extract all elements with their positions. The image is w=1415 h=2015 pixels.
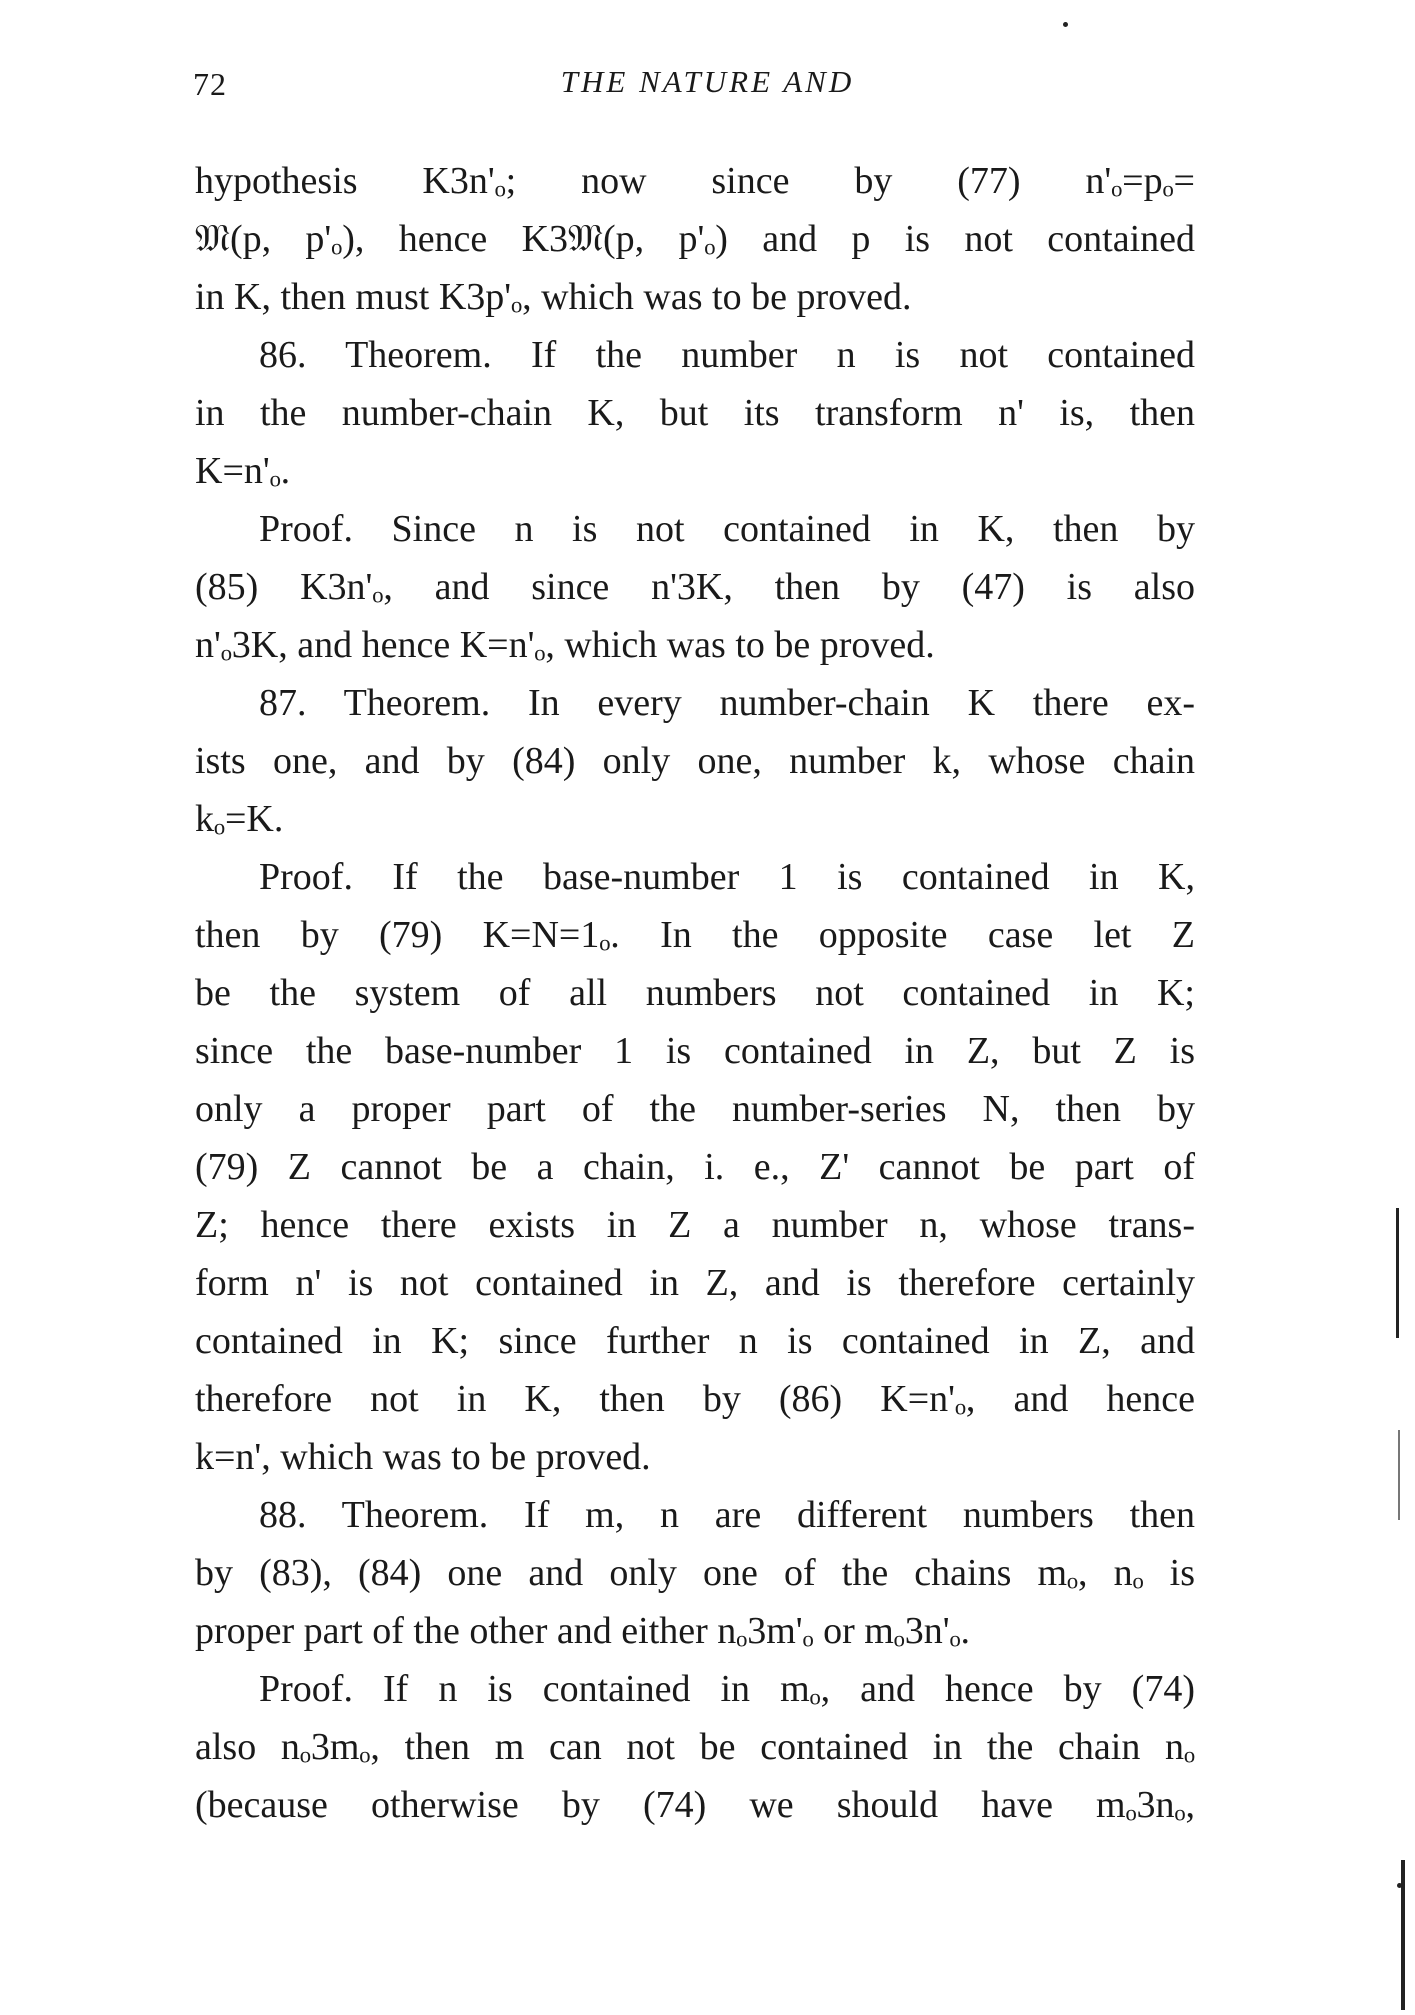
text-line: (79) Z cannot be a chain, i. e., Z' cannot be part of [195, 1146, 1195, 1188]
text-line: by (83), (84) one and only one of the chains mₒ, nₒ is [195, 1552, 1195, 1594]
text-line: n'ₒ3K, and hence K=n'ₒ, which was to be proved. [195, 624, 935, 666]
text-line: only a proper part of the number-series N, then by [195, 1088, 1195, 1130]
text-line: Proof. If the base-number 1 is contained in K, [259, 856, 1195, 898]
text-line: ists one, and by (84) only one, number k, whose chain [195, 740, 1195, 782]
scan-mark [1397, 1883, 1402, 1888]
text-line: Z; hence there exists in Z a number n, whose trans- [195, 1204, 1195, 1246]
text-line: since the base-number 1 is contained in Z, but Z is [195, 1030, 1195, 1072]
text-line: 86. Theorem. If the number n is not contained [259, 334, 1195, 376]
text-line: 88. Theorem. If m, n are different numbers then [259, 1494, 1195, 1536]
scan-mark [1396, 1208, 1399, 1338]
text-line: hypothesis K3n'ₒ; now since by (77) n'ₒ=pₒ= [195, 160, 1195, 202]
text-line: kₒ=K. [195, 798, 284, 840]
text-line: then by (79) K=N=1ₒ. In the opposite case let Z [195, 914, 1195, 956]
text-line: in the number-chain K, but its transform n' is, then [195, 392, 1195, 434]
text-line: (85) K3n'ₒ, and since n'3K, then by (47) is also [195, 566, 1195, 608]
text-line: therefore not in K, then by (86) K=n'ₒ, and hence [195, 1378, 1195, 1420]
text-line: proper part of the other and either nₒ3m'ₒ or mₒ3n'ₒ. [195, 1610, 971, 1652]
text-line: (because otherwise by (74) we should have mₒ3nₒ, [195, 1784, 1195, 1826]
text-line: K=n'ₒ. [195, 450, 291, 492]
text-line: k=n', which was to be proved. [195, 1436, 651, 1478]
text-line: in K, then must K3p'ₒ, which was to be proved. [195, 276, 912, 318]
scan-mark [1401, 1860, 1405, 2010]
text-line: also nₒ3mₒ, then m can not be contained in the chain nₒ [195, 1726, 1195, 1768]
page-number: 72 [193, 66, 227, 102]
text-line: form n' is not contained in Z, and is therefore certainly [195, 1262, 1195, 1304]
text-line: 87. Theorem. In every number-chain K there ex- [259, 682, 1195, 724]
text-line: 𝔐(p, p'ₒ), hence K3𝔐(p, p'ₒ) and p is not contained [195, 218, 1195, 260]
text-line: be the system of all numbers not contained in K; [195, 972, 1195, 1014]
running-head: THE NATURE AND [560, 64, 855, 99]
text-line: Proof. Since n is not contained in K, then by [259, 508, 1195, 550]
body-text [195, 152, 1195, 1834]
scan-mark [1398, 1430, 1400, 1520]
text-line: contained in K; since further n is contained in Z, and [195, 1320, 1195, 1362]
scan-mark [1063, 22, 1068, 27]
text-line: Proof. If n is contained in mₒ, and hence by (74) [259, 1668, 1195, 1710]
